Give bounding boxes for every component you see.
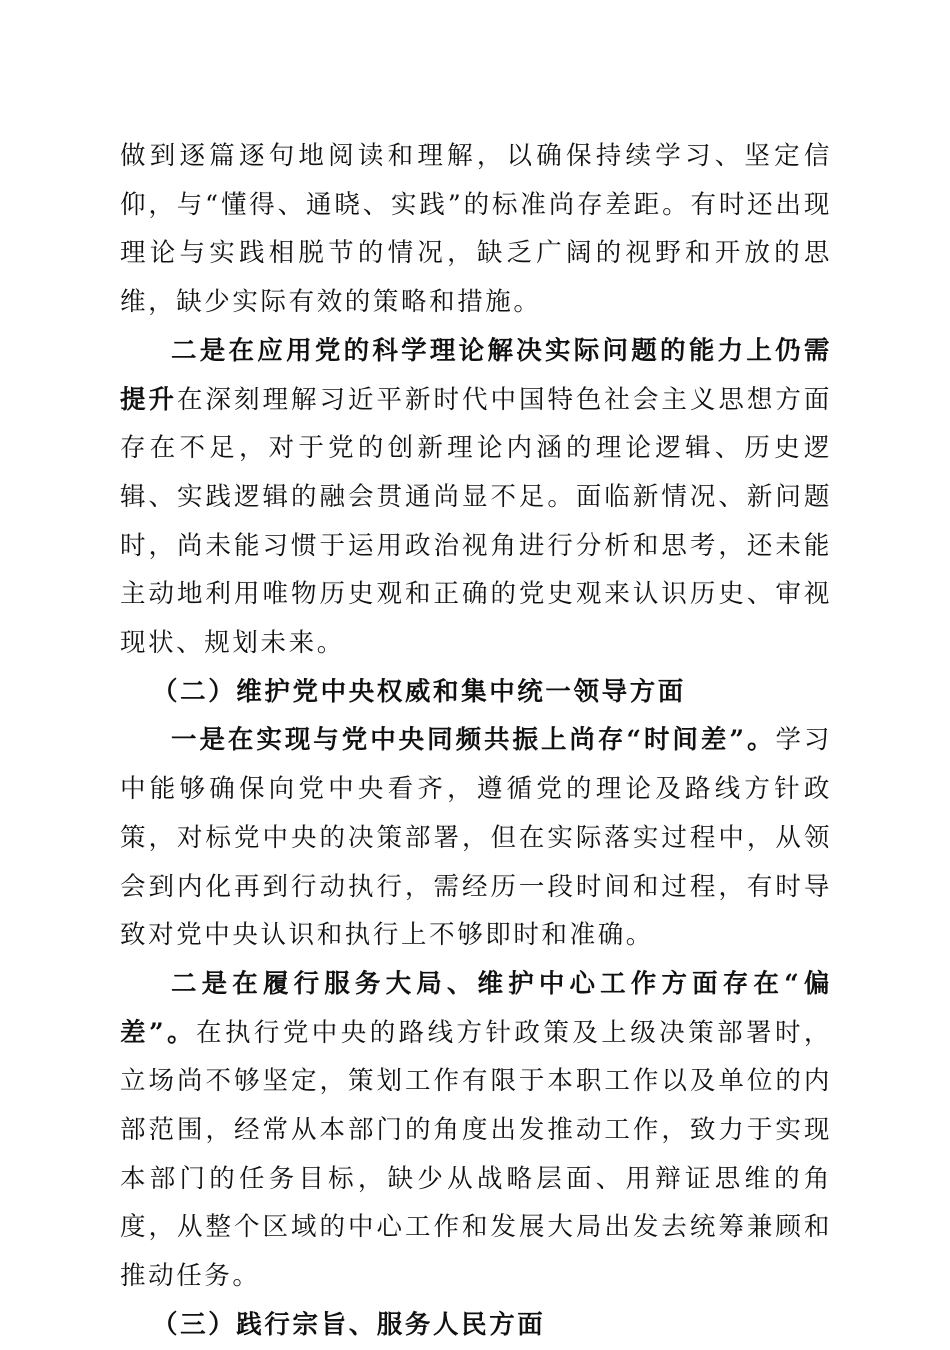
section-heading-2: （二）维护党中央权威和集中统一领导方面 <box>152 676 686 707</box>
paragraph-text: 做到逐篇逐句地阅读和理解，以确保持续学习、坚定信仰，与“懂得、通晓、实践”的标准尚存差距。有时还出现理论与实践相脱节的情况，缺乏广阔的视野和开放的思维，缺少实际有效的策略和措施。 <box>120 141 832 318</box>
paragraph-continuation <box>120 132 832 327</box>
section-heading-3: （三）践行宗旨、服务人民方面 <box>152 1309 546 1340</box>
document-body <box>120 132 832 1350</box>
paragraph-lead: 二是在履行服务大局、维护中心工作方面存在“偏差”。 <box>120 968 832 1048</box>
paragraph-time-lag <box>120 716 832 960</box>
paragraph-text: 学习中能够确保向党中央看齐，遵循党的理论及路线方针政策，对标党中央的决策部署，但在实际落实过程中，从领会到内化再到行动执行，需经历一段时间和过程，有时导致对党中央认识和执行上不够即时和准确。 <box>120 725 832 951</box>
paragraph-text: 在深刻理解习近平新时代中国特色社会主义思想方面存在不足，对于党的创新理论内涵的理论逻辑、历史逻辑、实践逻辑的融会贯通尚显不足。面临新情况、新问题时，尚未能习惯于运用政治视角进行分析和思考，还未能主动地利用唯物历史观和正确的党史观来认识历史、审视现状、规划未来。 <box>120 384 832 659</box>
paragraph-text: 在执行党中央的路线方针政策及上级决策部署时，立场尚不够坚定，策划工作有限于本职工作以及单位的内部范围，经常从本部门的角度出发推动工作，致力于实现本部门的任务目标，缺少从战略层面、用辩证思维的角度，从整个区域的中心工作和发展大局出发去统筹兼顾和推动任务。 <box>120 1017 833 1292</box>
paragraph-lead: 二是在应用党的科学理论解决实际问题的能力上仍需提升 <box>120 335 832 415</box>
paragraph-theory-application <box>120 327 832 668</box>
paragraph-lead: 一是在实现与党中央同频共振上尚存“时间差”。 <box>171 725 776 756</box>
paragraph-deviation <box>120 960 832 1301</box>
